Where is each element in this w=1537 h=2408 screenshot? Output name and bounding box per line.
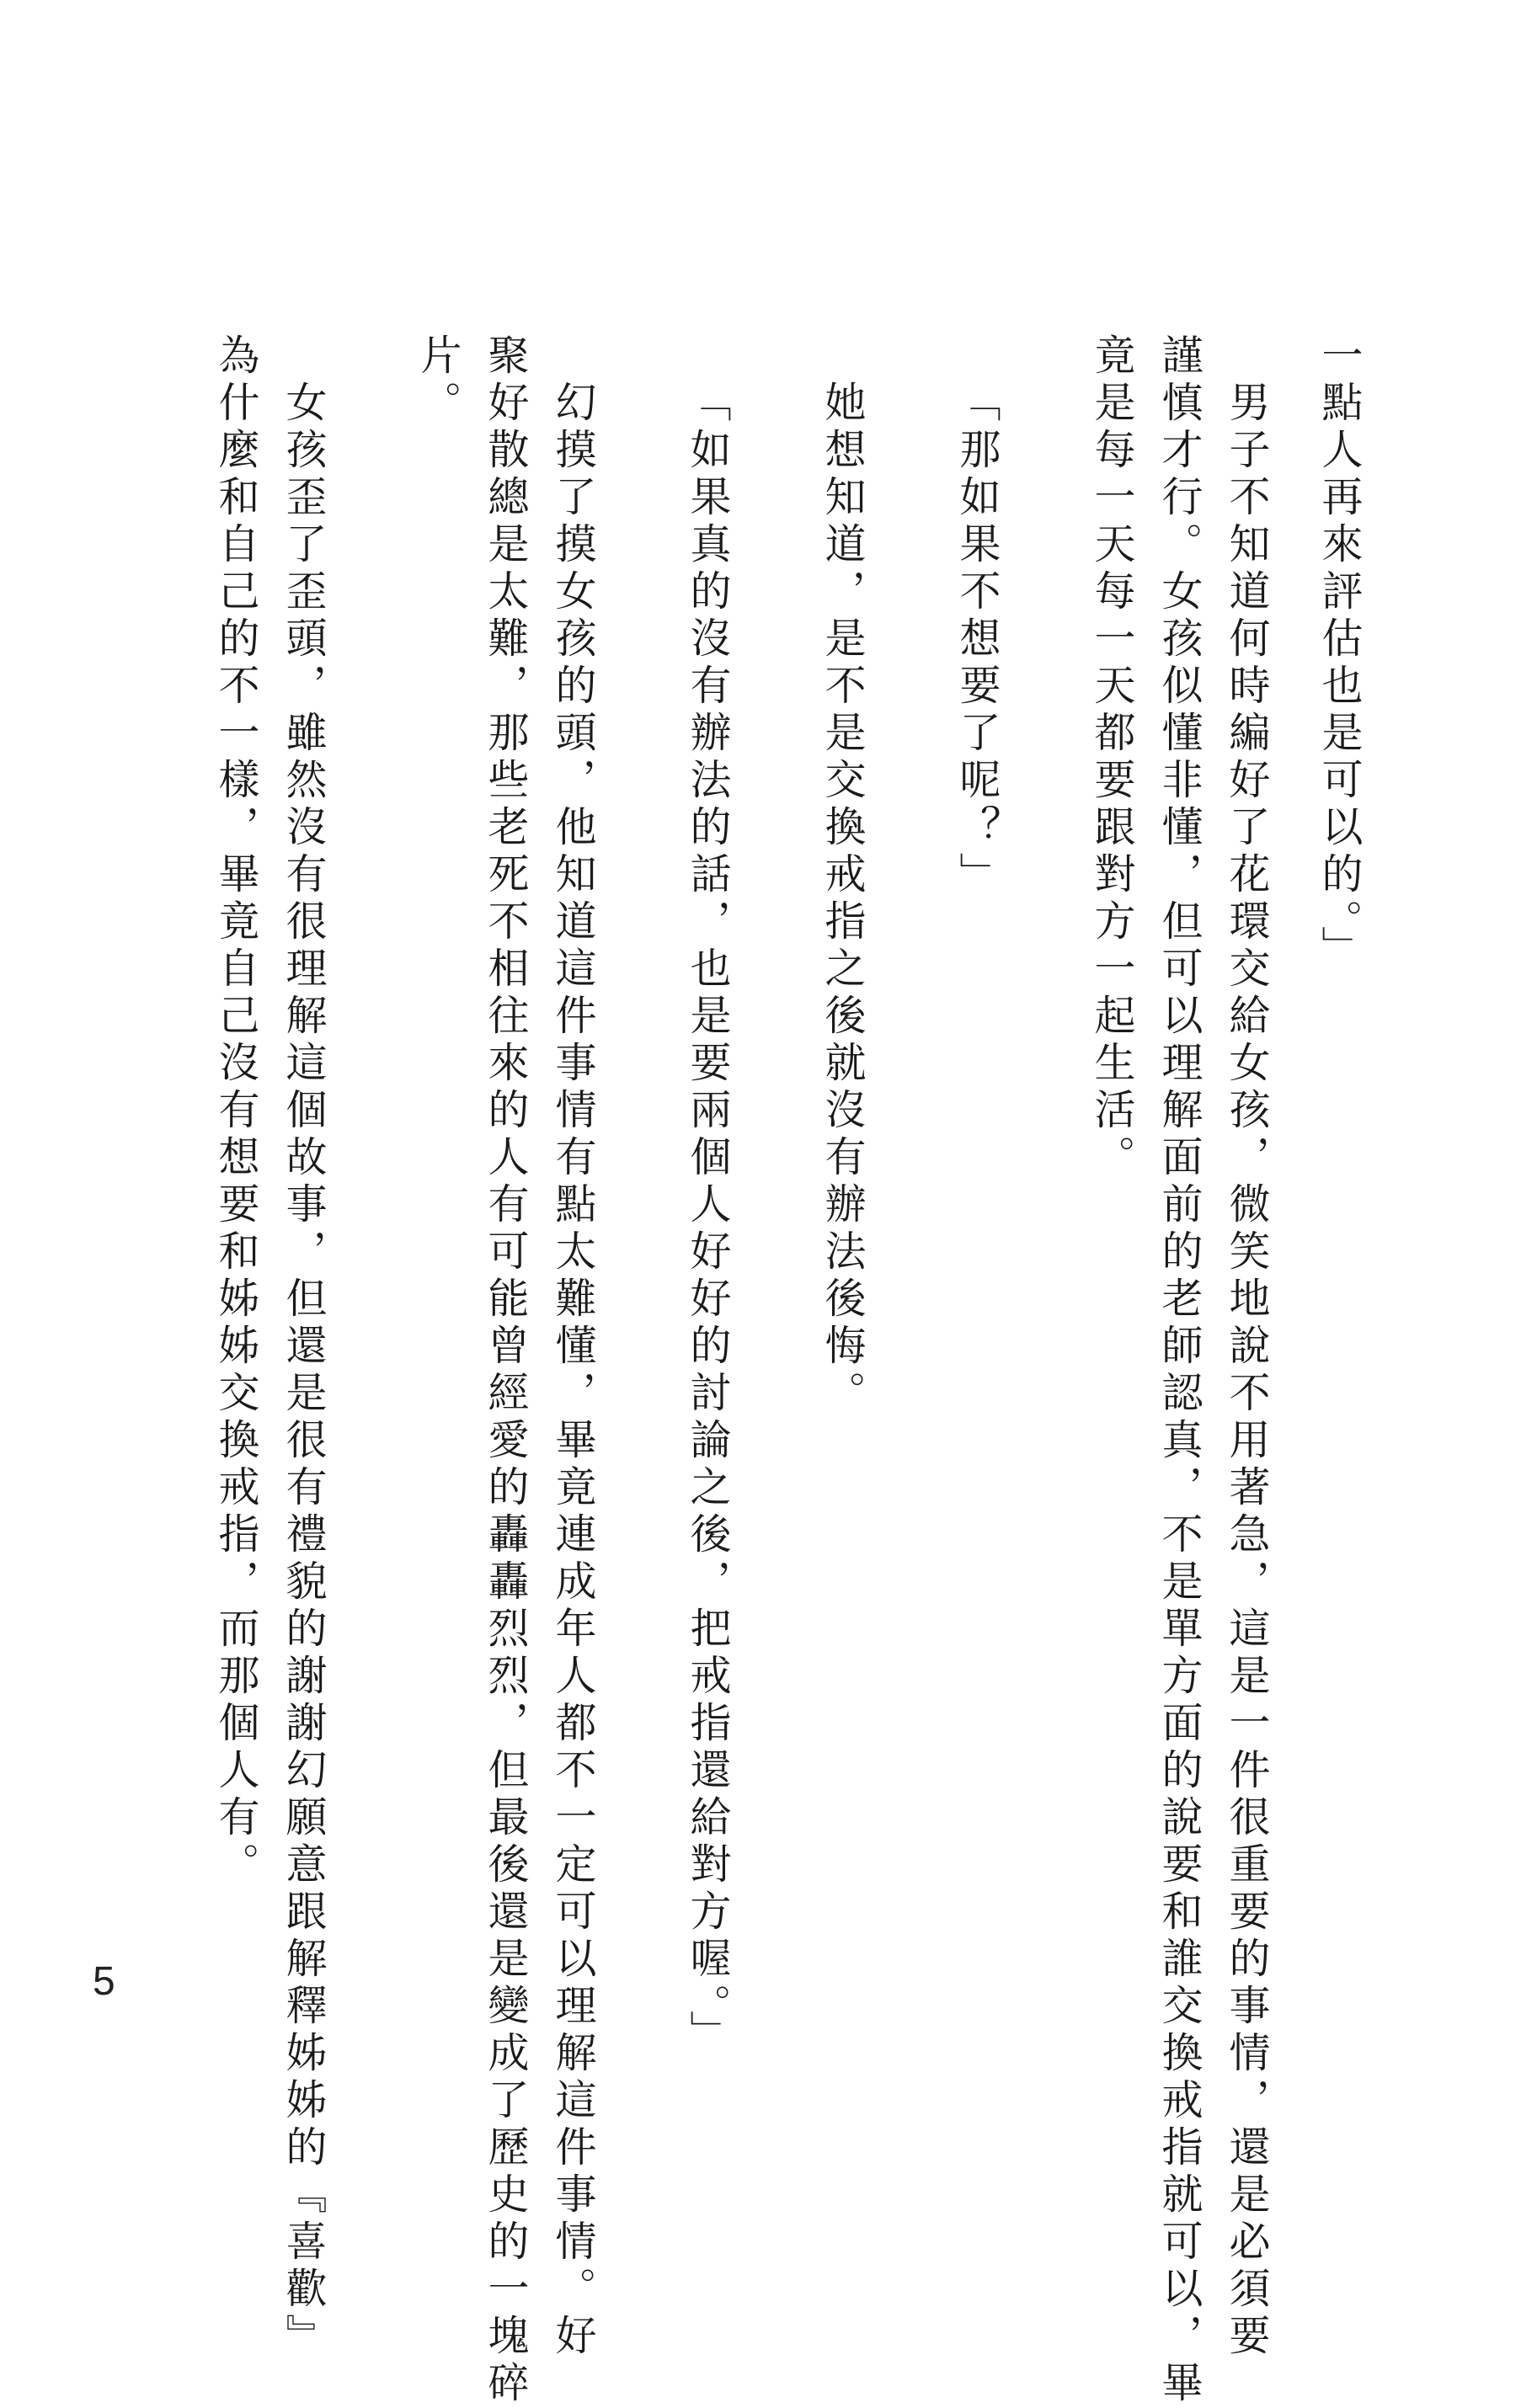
page-number: 5 — [93, 1959, 115, 2004]
text-column-8: 幻摸了摸女孩的頭，他知道這件事情有點太難懂，畢竟連成年人都不一定可以理解這件事情。好 — [549, 381, 597, 2361]
text-column-7: 「如果真的沒有辦法的話，也是要兩個人好好的討論之後，把戒指還給對方喔。」 — [684, 381, 732, 2058]
text-column-9: 聚好散總是太難，那些老死不相往來的人有可能曾經愛的轟轟烈烈，但最後還是變成了歷史的一塊碎 — [482, 333, 530, 2408]
text-column-1: 一點人再來評估也是可以的。」 — [1316, 333, 1364, 973]
text-column-12: 為什麼和自己的不一樣，畢竟自己沒有想要和姊姊交換戒指，而那個人有。 — [212, 333, 260, 1889]
text-column-4: 竟是每一天每一天都要跟對方一起生活。 — [1088, 333, 1136, 1182]
text-column-2: 男子不知道何時編好了花環交給女孩，微笑地說不用著急，這是一件很重要的事情，還是必須要 — [1223, 381, 1271, 2361]
text-column-11: 女孩歪了歪頭，雖然沒有很理解這個故事，但還是很有禮貌的謝謝幻願意跟解釋姊姊的『喜歡』 — [280, 381, 328, 2361]
text-column-3: 謹慎才行。女孩似懂非懂，但可以理解面前的老師認真，不是單方面的說要和誰交換戒指就可以，畢 — [1155, 333, 1203, 2408]
text-column-5: 「那如果不想要了呢？」 — [953, 381, 1001, 899]
text-column-10: 片。 — [414, 333, 462, 428]
text-column-6: 她想知道，是不是交換戒指之後就沒有辦法後悔。 — [819, 381, 867, 1418]
